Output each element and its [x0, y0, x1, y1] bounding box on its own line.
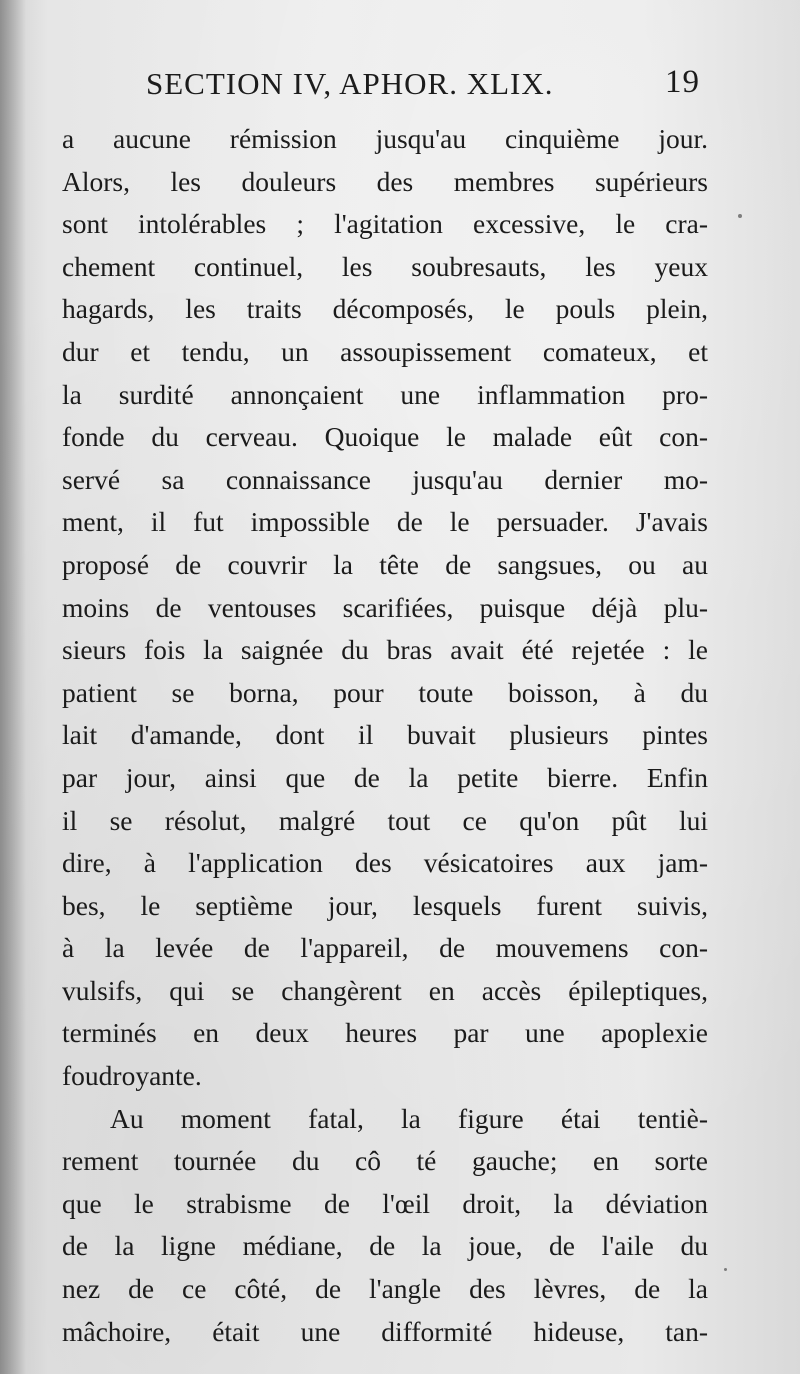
- text-line: mâchoire, était une difformité hideuse, tan-: [62, 1315, 708, 1347]
- text-line: dur et tendu, un assoupissement comateux, et: [62, 335, 708, 367]
- text-line: nez de ce côté, de l'angle des lèvres, de la: [62, 1273, 708, 1305]
- text-line: moins de ventouses scarifiées, puisque déjà plu-: [62, 591, 708, 623]
- text-line: à la levée de l'appareil, de mouvemens con-: [62, 932, 708, 964]
- text-line: par jour, ainsi que de la petite bierre. Enfin: [62, 761, 708, 793]
- text-line: fonde du cerveau. Quoique le malade eût con-: [62, 421, 708, 453]
- text-line: lait d'amande, dont il buvait plusieurs pintes: [62, 719, 708, 751]
- text-line: Alors, les douleurs des membres supérieurs: [62, 165, 708, 197]
- text-line: a aucune rémission jusqu'au cinquième jour.: [62, 123, 708, 154]
- text-line: servé sa connaissance jusqu'au dernier mo-: [62, 463, 708, 495]
- text-line: la surdité annonçaient une inflammation pro-: [62, 378, 708, 410]
- text-line: que le strabisme de l'œil droit, la déviation: [62, 1187, 708, 1219]
- body-text: [62, 118, 708, 1353]
- text-line: terminés en deux heures par une apoplexie: [62, 1017, 708, 1049]
- text-line: patient se borna, pour toute boisson, à du: [62, 676, 708, 708]
- text-line: chement continuel, les soubresauts, les yeux: [62, 250, 708, 282]
- text-line: sieurs fois la saignée du bras avait été rejetée : le: [62, 634, 708, 666]
- running-head: [140, 60, 700, 110]
- text-line: Au moment fatal, la figure étai tentiè-: [110, 1102, 708, 1134]
- text-line: sont intolérables ; l'agitation excessive, le cra-: [62, 208, 708, 240]
- text-line: vulsifs, qui se changèrent en accès épileptiques,: [62, 974, 708, 1006]
- text-line: dire, à l'application des vésicatoires aux jam-: [62, 847, 708, 879]
- page-number: 19: [665, 64, 700, 100]
- gutter-shadow: [0, 0, 26, 1374]
- text-line: de la ligne médiane, de la joue, de l'aile du: [62, 1230, 708, 1262]
- paper-speck: [738, 214, 742, 218]
- paper-speck: [724, 1268, 727, 1271]
- text-line: rement tournée du cô té gauche; en sorte: [62, 1145, 708, 1177]
- text-line: il se résolut, malgré tout ce qu'on pût lui: [62, 804, 708, 836]
- text-line: foudroyante.: [62, 1060, 202, 1092]
- text-line: bes, le septième jour, lesquels furent suivis,: [62, 889, 708, 921]
- text-line: hagards, les traits décomposés, le pouls plein,: [62, 293, 708, 325]
- running-title: SECTION IV, APHOR. XLIX.: [146, 66, 554, 101]
- text-line: ment, il fut impossible de le persuader. J'avais: [62, 506, 708, 538]
- text-line: proposé de couvrir la tête de sangsues, ou au: [62, 548, 708, 580]
